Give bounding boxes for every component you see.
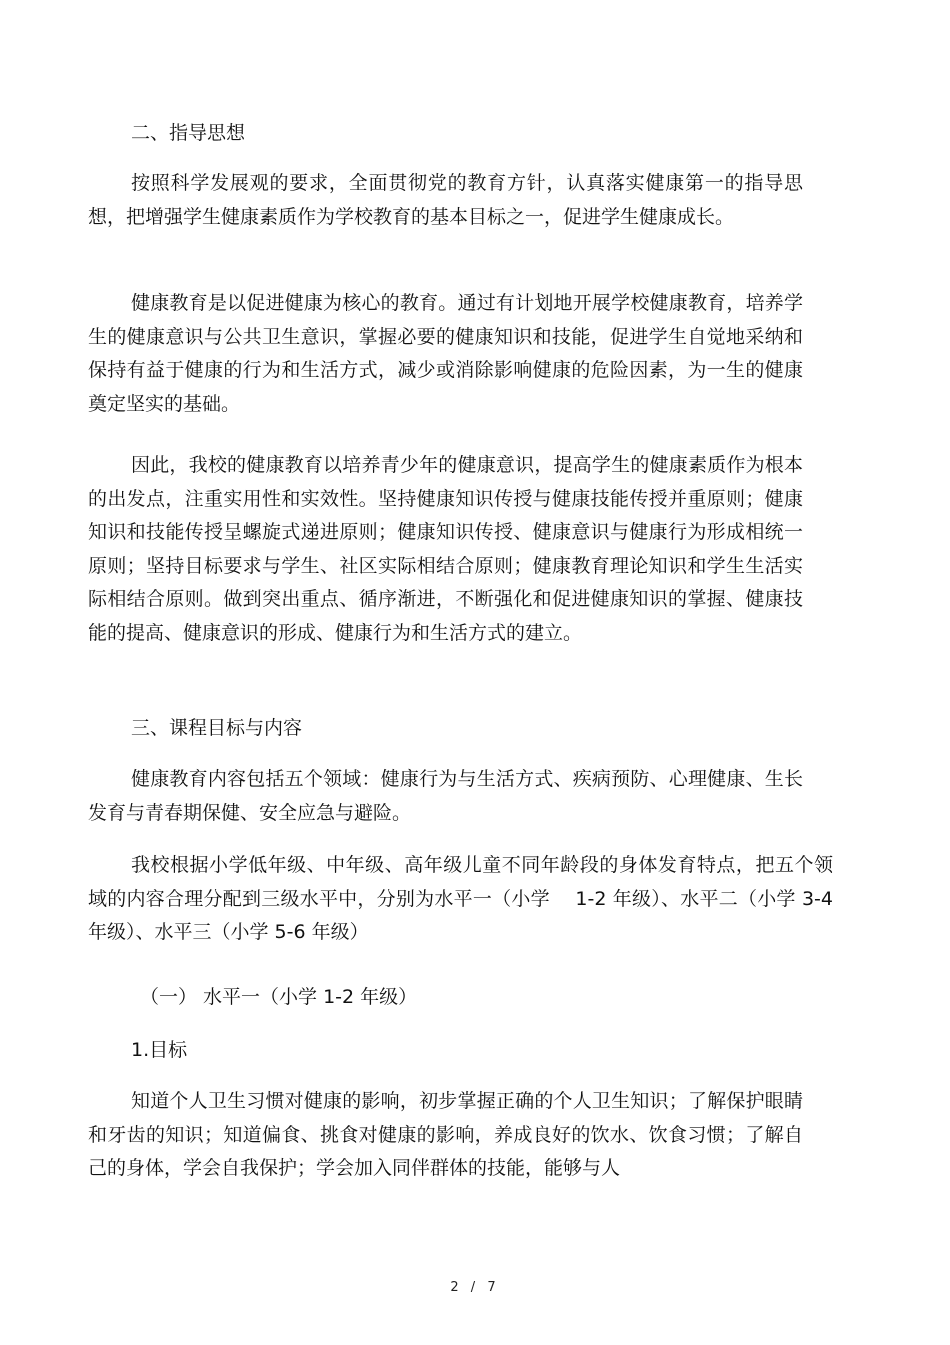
paragraph-five-domains: 健康教育内容包括五个领域：健康行为与生活方式、疾病预防、心理健康、生长发育与青春期保健、安全应急与避险。 [88, 768, 803, 824]
page-number: 2 / 7 [450, 1280, 500, 1295]
paragraph-school-principles: 因此，我校的健康教育以培养青少年的健康意识，提高学生的健康素质作为根本的出发点，注重实用性和实效性。坚持健康知识传授与健康技能传授并重原则；健康知识和技能传授呈螺旋式递进原则；健康知识传授、健康意识与健康行为形成相统一原则；坚持目标要求与学生、社区实际相结合原则；健康教育理论知识和学生生活实际相结合原则。做到突出重点、循序渐进，不断强化和促进健康知识的掌握、健康技能的提高、健康意识的形成、健康行为和生活方式的建立。 [88, 454, 803, 644]
paragraph-health-education-definition: 健康教育是以促进健康为核心的教育。通过有计划地开展学校健康教育，培养学生的健康意识与公共卫生意识，掌握必要的健康知识和技能，促进学生自觉地采纳和保持有益于健康的行为和生活方式，减少或消除影响健康的危险因素，为一生的健康奠定坚实的基础。 [88, 292, 803, 415]
section-heading-course-goals: 三、课程目标与内容 [131, 717, 303, 739]
paragraph-guiding-thought: 按照科学发展观的要求，全面贯彻党的教育方针，认真落实健康第一的指导思想，把增强学生健康素质作为学校教育的基本目标之一，促进学生健康成长。 [88, 172, 803, 228]
section-heading-guiding-thought: 二、指导思想 [131, 122, 246, 144]
paragraph-level-one-goals: 知道个人卫生习惯对健康的影响，初步掌握正确的个人卫生知识；了解保护眼睛和牙齿的知识；知道偏食、挑食对健康的影响，养成良好的饮水、饮食习惯；了解自己的身体，学会自我保护；学会加入同伴群体的技能，能够与人 [88, 1090, 803, 1179]
subheading-goals: 1.目标 [131, 1039, 188, 1061]
subheading-level-one: （一） 水平一（小学 1-2 年级） [140, 986, 418, 1008]
paragraph-three-levels: 我校根据小学低年级、中年级、高年级儿童不同年龄段的身体发育特点，把五个领域的内容合理分配到三级水平中，分别为水平一（小学 1-2 年级）、水平二（小学 3-4 年级）、水平三（小学 5-6 年级） [88, 854, 833, 943]
